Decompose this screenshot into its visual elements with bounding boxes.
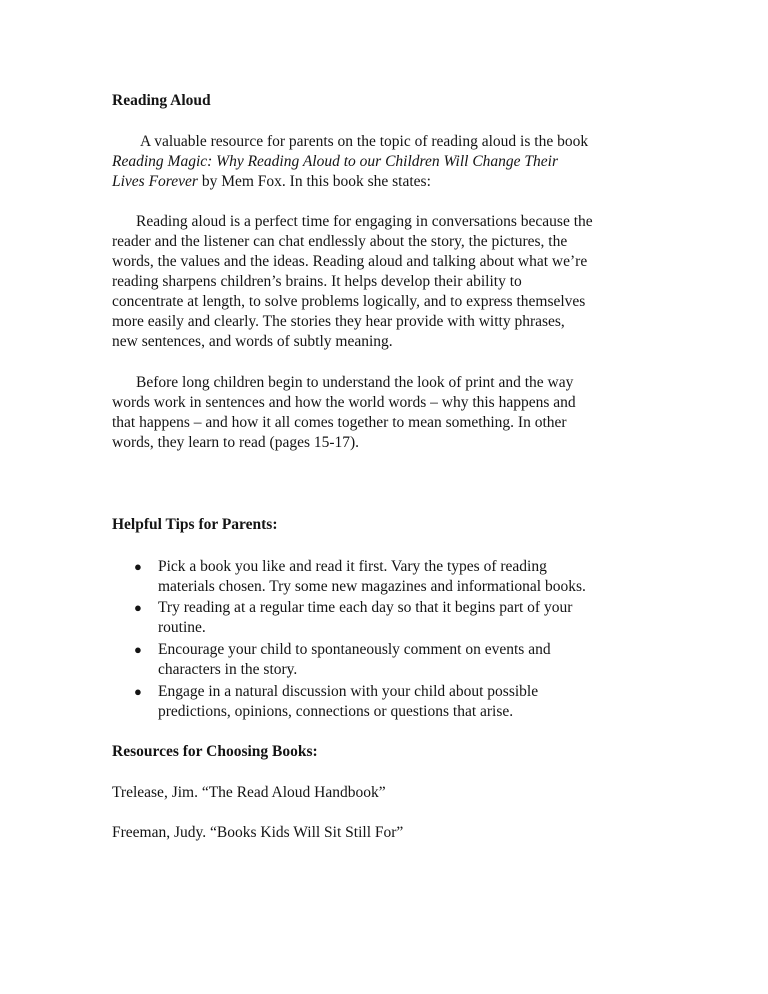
intro-line	[112, 172, 588, 192]
quote-line: Before long children begin to understand the look of print and the way	[136, 374, 574, 391]
tip-line: routine.	[158, 619, 206, 636]
bullet-icon: ●	[134, 559, 142, 574]
tip-line: Encourage your child to spontaneously comment on events and	[158, 641, 551, 658]
tip-line: materials chosen. Try some new magazines and informational books.	[158, 578, 586, 595]
quote-line: more easily and clearly. The stories they hear provide with witty phrases,	[112, 313, 565, 330]
quote-line: concentrate at length, to solve problems logically, and to express themselves	[112, 293, 586, 310]
quote-paragraph-2	[112, 373, 576, 453]
quote-line: reading sharpens children’s brains. It helps develop their ability to	[112, 273, 522, 290]
tip-line: Engage in a natural discussion with your child about possible	[158, 683, 539, 700]
tips-list	[134, 557, 694, 727]
tip-line: Try reading at a regular time each day so that it begins part of your	[158, 599, 573, 616]
quote-paragraph-1	[112, 212, 593, 352]
quote-line: words, they learn to read (pages 15-17).	[112, 434, 360, 451]
bullet-icon: ●	[134, 642, 142, 657]
resource-item: Trelease, Jim. “The Read Aloud Handbook”	[112, 784, 386, 801]
heading-reading-aloud: Reading Aloud	[112, 92, 211, 109]
tip-line: Pick a book you like and read it first. Vary the types of reading	[158, 558, 547, 575]
quote-line: Reading aloud is a perfect time for engaging in conversations because the	[136, 213, 593, 230]
book-title: Lives Forever	[112, 173, 198, 190]
resource-item: Freeman, Judy. “Books Kids Will Sit Still For”	[112, 824, 404, 841]
quote-line: new sentences, and words of subtly meaning.	[112, 333, 393, 350]
bullet-icon: ●	[134, 684, 142, 699]
bullet-icon: ●	[134, 600, 142, 615]
heading-helpful-tips: Helpful Tips for Parents:	[112, 516, 278, 533]
book-title: Reading Magic: Why Reading Aloud to our Children Will Change Their	[112, 153, 559, 170]
tip-line: predictions, opinions, connections or questions that arise.	[158, 703, 514, 720]
intro-text: by Mem Fox. In this book she states:	[197, 173, 431, 190]
tip-line: characters in the story.	[158, 661, 298, 678]
heading-resources: Resources for Choosing Books:	[112, 743, 318, 760]
quote-line: that happens – and how it all comes together to mean something. In other	[112, 414, 567, 431]
intro-line: A valuable resource for parents on the topic of reading aloud is the book	[140, 133, 589, 150]
quote-line: reader and the listener can chat endlessly about the story, the pictures, the	[112, 233, 568, 250]
quote-line: words, the values and the ideas. Reading aloud and talking about what we’re	[112, 253, 588, 270]
quote-line: words work in sentences and how the world words – why this happens and	[112, 394, 576, 411]
intro-paragraph	[112, 132, 588, 192]
